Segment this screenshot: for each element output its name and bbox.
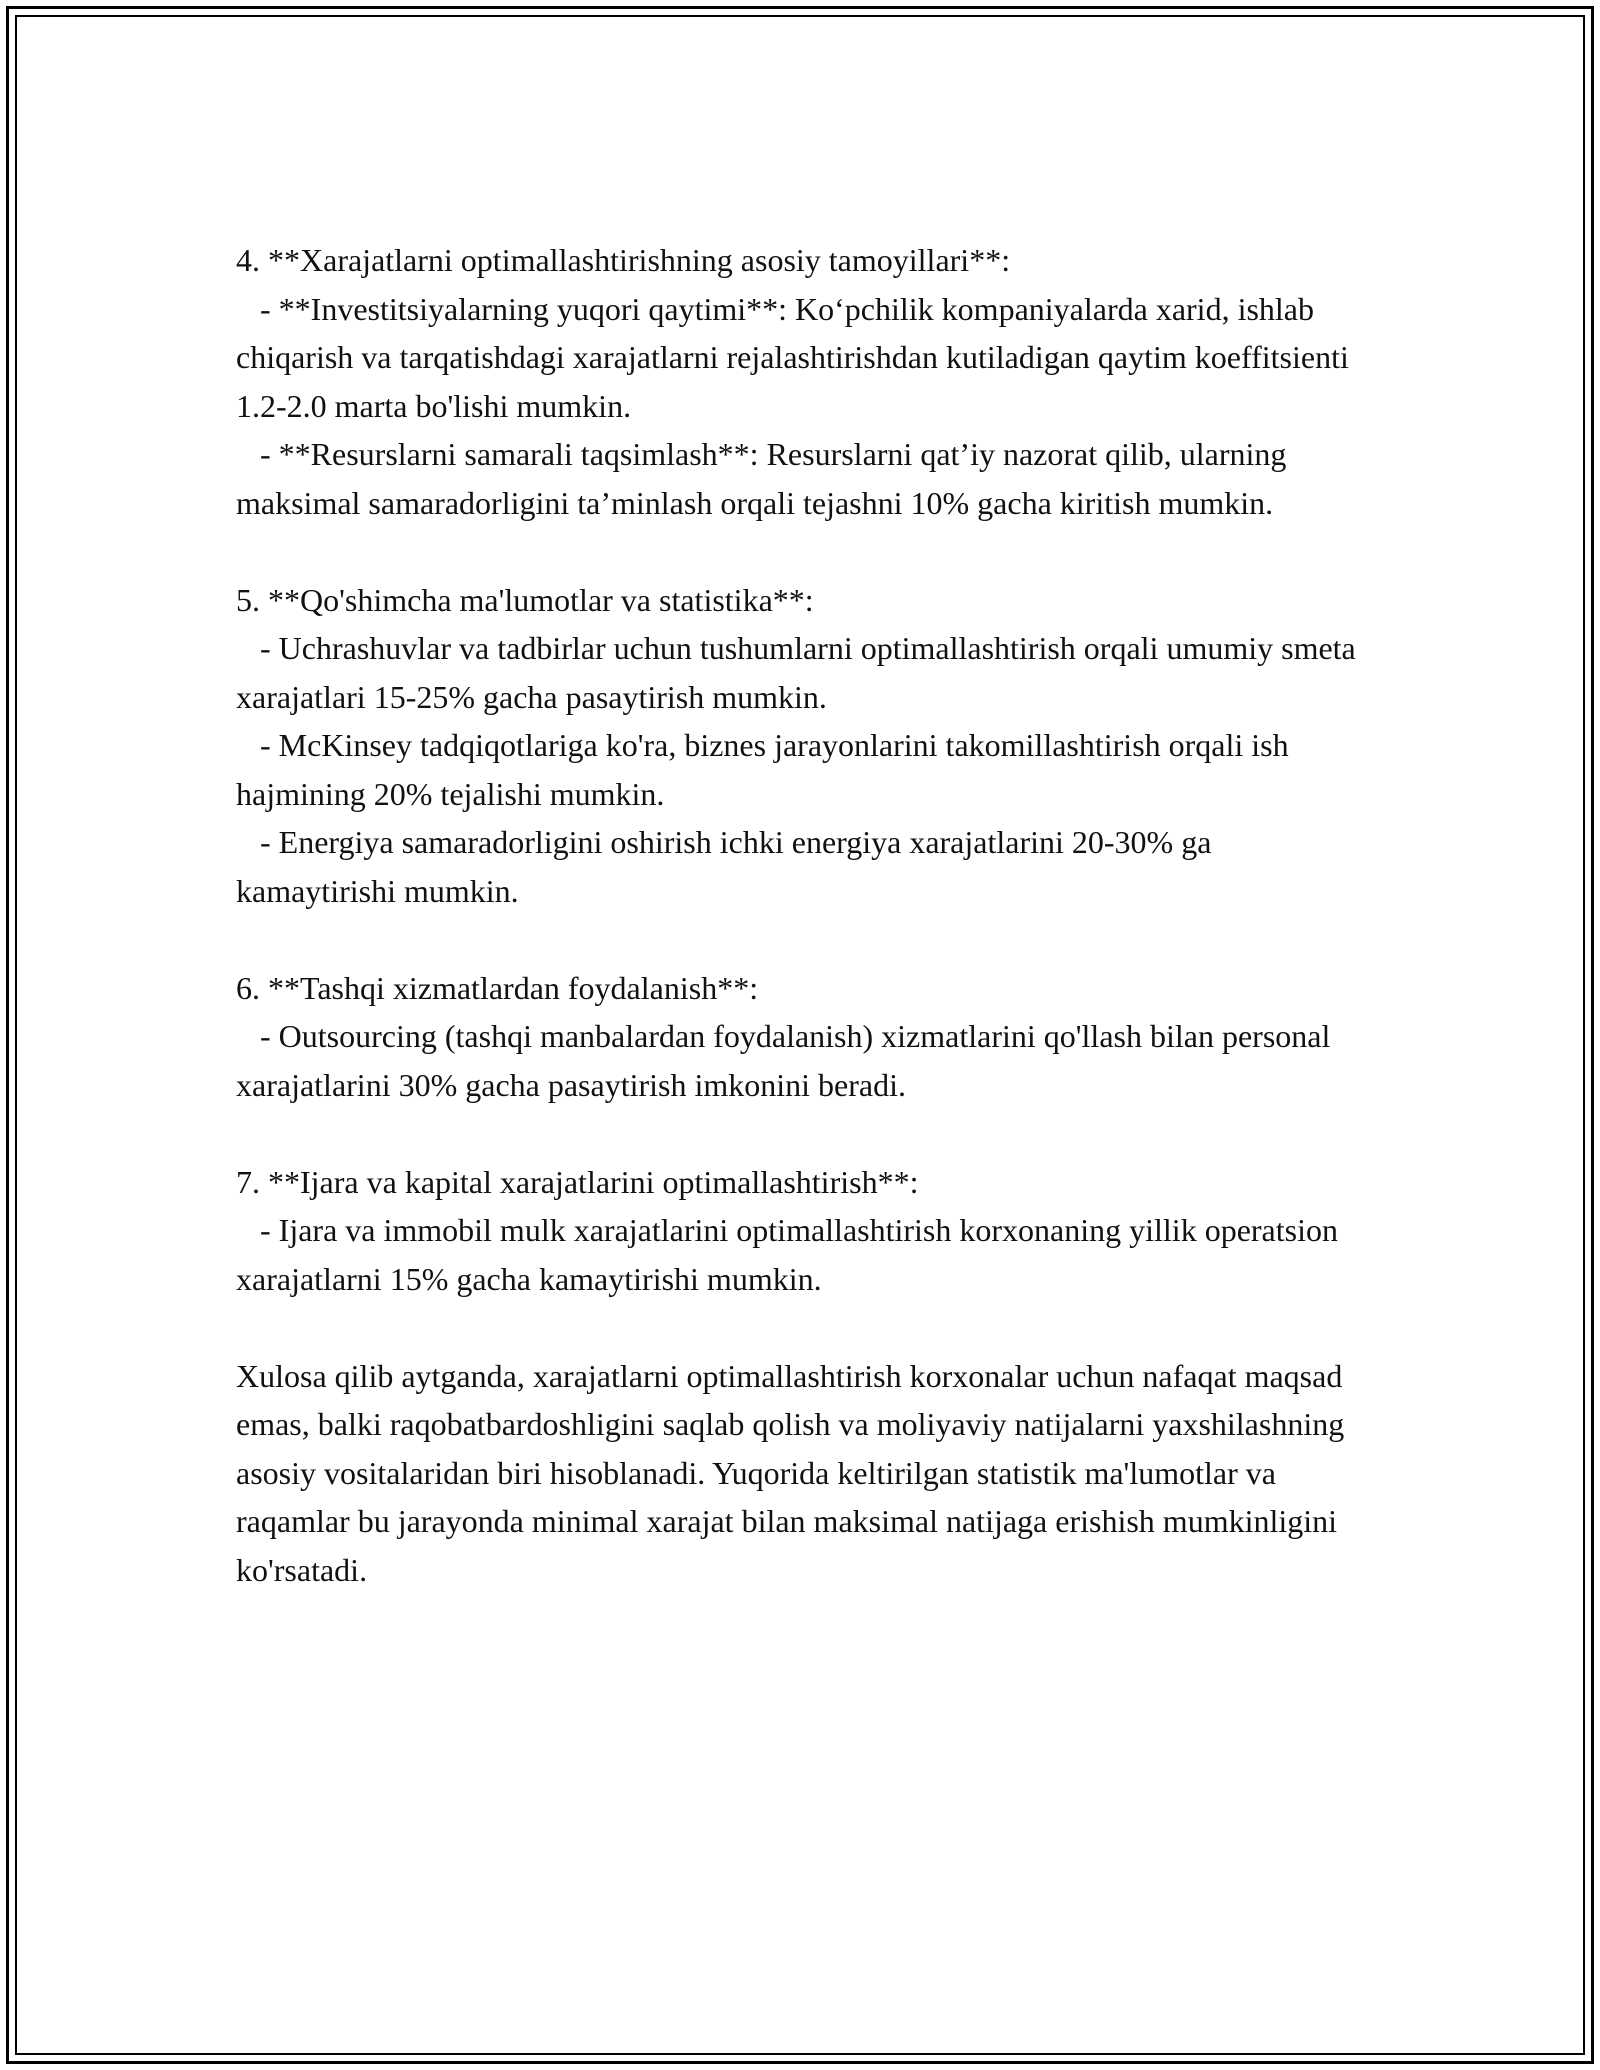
list-item: - Uchrashuvlar va tadbirlar uchun tushumlarni optimallashtirish orqali umumiy smeta xarajatlari 15-25% gacha pasaytirish mumkin. xyxy=(236,630,1364,715)
list-item: - **Resurslarni samarali taqsimlash**: Resurslarni qat’iy nazorat qilib, ularning maksimal samaradorligini ta’minlash orqali tejashni 10% gacha kiritish mumkin. xyxy=(236,436,1295,521)
conclusion-text: Xulosa qilib aytganda, xarajatlarni optimallashtirish korxonalar uchun nafaqat maqsad emas, balki raqobatbardoshligini saqlab qolish va moliyaviy natijalarni yaxshilashning asosiy vositalaridan biri hisoblanadi. Yuqorida keltirilgan statistik ma'lumotlar va raqamlar bu jarayonda minimal xarajat bilan maksimal natijaga erishish mumkinligini ko'rsatadi. xyxy=(236,1357,1353,1588)
list-item: - Outsourcing (tashqi manbalardan foydalanish) xizmatlarini qo'llash bilan personal xarajatlarini 30% gacha pasaytirish imkonini beradi. xyxy=(236,1018,1339,1103)
list-item: - **Investitsiyalarning yuqori qaytimi**: Ko‘pchilik kompaniyalarda xarid, ishlab chiqarish va tarqatishdagi xarajatlarni rejalashtirishdan kutiladigan qaytim koeffitsienti 1.2-2.0 marta bo'lishi mumkin. xyxy=(236,290,1357,424)
section-4 xyxy=(236,236,1376,527)
conclusion-paragraph xyxy=(236,1352,1376,1595)
list-item: - Energiya samaradorligini oshirish ichki energiya xarajatlarini 20-30% ga kamaytirishi mumkin. xyxy=(236,824,1220,909)
section-5 xyxy=(236,576,1376,916)
section-heading: 6. **Tashqi xizmatlardan foydalanish**: xyxy=(236,969,759,1006)
section-heading: 7. **Ijara va kapital xarajatlarini optimallashtirish**: xyxy=(236,1163,919,1200)
section-6 xyxy=(236,964,1376,1110)
document-body xyxy=(236,236,1376,1594)
section-heading: 4. **Xarajatlarni optimallashtirishning asosiy tamoyillari**: xyxy=(236,242,1011,278)
section-heading: 5. **Qo'shimcha ma'lumotlar va statistika**: xyxy=(236,581,814,618)
section-7 xyxy=(236,1158,1376,1304)
list-item: - Ijara va immobil mulk xarajatlarini optimallashtirish korxonaning yillik operatsion xarajatlarni 15% gacha kamaytirishi mumkin. xyxy=(236,1212,1346,1297)
list-item: - McKinsey tadqiqotlariga ko'ra, biznes jarayonlarini takomillashtirish orqali ish hajmining 20% tejalishi mumkin. xyxy=(236,727,1297,812)
